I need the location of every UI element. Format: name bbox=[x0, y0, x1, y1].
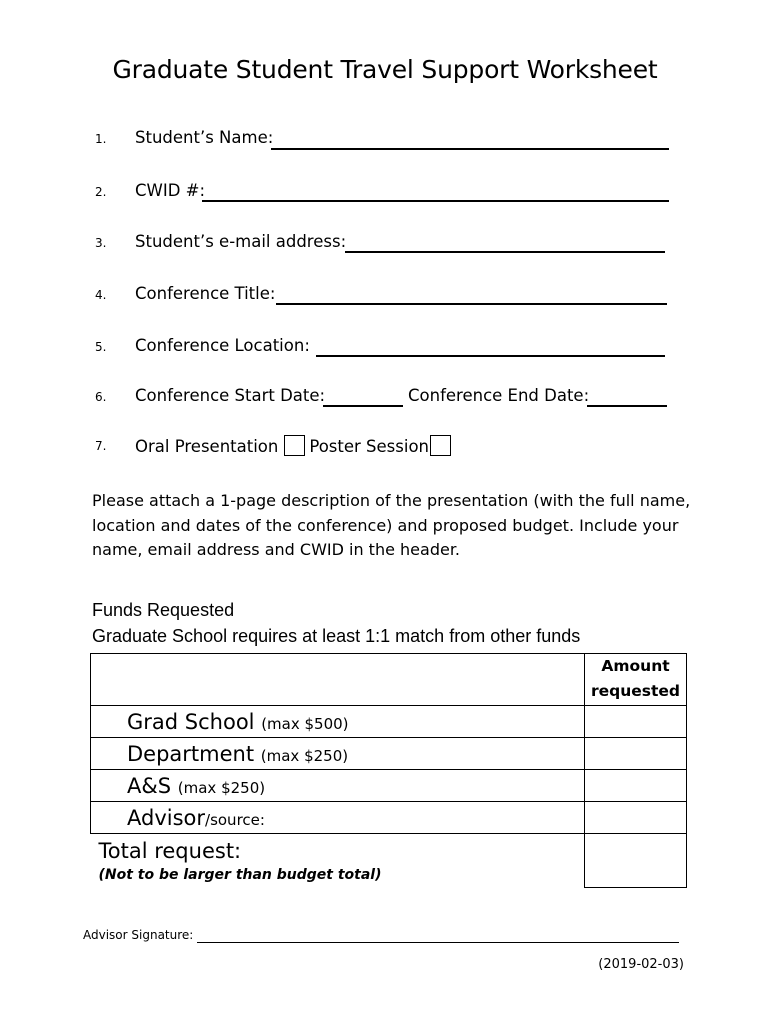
amount-cell-as[interactable] bbox=[585, 770, 687, 802]
conference-title-line[interactable] bbox=[276, 285, 667, 305]
field-label: Student’s Name: bbox=[135, 128, 274, 147]
table-total-row bbox=[91, 834, 687, 888]
row-note: (max $500) bbox=[261, 714, 349, 733]
amount-cell-advisor[interactable] bbox=[585, 802, 687, 834]
field-number: 6. bbox=[95, 390, 107, 404]
row-note: (max $250) bbox=[177, 778, 266, 797]
presentation-type-row bbox=[135, 435, 455, 456]
header-blank-cell bbox=[91, 654, 585, 706]
field-label: CWID #: bbox=[135, 181, 206, 200]
conference-location-line[interactable] bbox=[316, 337, 665, 357]
amount-cell-department[interactable] bbox=[585, 738, 687, 770]
field-number: 4. bbox=[95, 288, 107, 302]
start-date-line[interactable] bbox=[323, 387, 403, 407]
poster-session-label: Poster Session bbox=[309, 437, 430, 456]
field-number: 1. bbox=[95, 132, 107, 146]
row-label-as bbox=[91, 770, 585, 802]
amount-cell-grad-school[interactable] bbox=[585, 706, 687, 738]
table-row bbox=[91, 770, 687, 802]
total-note: (Not to be larger than budget total) bbox=[98, 866, 382, 883]
amount-header: Amount requested bbox=[585, 654, 687, 706]
field-number: 3. bbox=[95, 236, 107, 250]
field-label: Conference Title: bbox=[135, 284, 276, 303]
end-date-line[interactable] bbox=[587, 387, 667, 407]
field-number: 2. bbox=[95, 185, 107, 199]
table-header-row bbox=[91, 654, 687, 706]
oral-presentation-checkbox[interactable] bbox=[284, 435, 305, 456]
row-name: Advisor bbox=[127, 805, 206, 830]
amount-cell-total[interactable] bbox=[585, 834, 687, 888]
version-date: (2019-02-03) bbox=[598, 957, 684, 972]
field-number: 5. bbox=[95, 340, 107, 354]
field-label-end-date: Conference End Date: bbox=[408, 386, 590, 405]
row-name: A&S bbox=[127, 773, 172, 798]
advisor-signature-label: Advisor Signature: bbox=[83, 928, 194, 942]
field-label: Conference Start Date: bbox=[135, 386, 326, 405]
row-label-advisor bbox=[91, 802, 585, 834]
row-name: Department bbox=[127, 741, 255, 766]
poster-session-checkbox[interactable] bbox=[430, 435, 451, 456]
table-row bbox=[91, 802, 687, 834]
table-row bbox=[91, 738, 687, 770]
field-label: Student’s e-mail address: bbox=[135, 232, 347, 251]
funds-subheading: Graduate School requires at least 1:1 match from other funds bbox=[92, 626, 581, 646]
advisor-signature-line[interactable] bbox=[197, 930, 679, 943]
total-label-cell bbox=[91, 834, 585, 888]
instructions-text: Please attach a 1-page description of the presentation (with the full name, location and dates of the conference) and proposed budget. Include your name, email address and CWID in the header. bbox=[92, 491, 691, 559]
field-number: 7. bbox=[95, 439, 107, 453]
row-name: Grad School bbox=[127, 709, 255, 734]
total-label: Total request: bbox=[98, 838, 242, 863]
funds-heading: Funds Requested bbox=[92, 600, 235, 620]
row-label-grad-school bbox=[91, 706, 585, 738]
row-note: (max $250) bbox=[260, 746, 349, 765]
oral-presentation-label: Oral Presentation bbox=[135, 437, 279, 456]
row-label-department bbox=[91, 738, 585, 770]
field-label: Conference Location: bbox=[135, 336, 310, 355]
row-note: /source: bbox=[205, 810, 265, 829]
funds-table bbox=[90, 653, 687, 888]
cwid-line[interactable] bbox=[202, 182, 669, 202]
page-title: Graduate Student Travel Support Worksheet bbox=[112, 55, 658, 84]
table-row bbox=[91, 706, 687, 738]
student-name-line[interactable] bbox=[271, 130, 669, 150]
email-line[interactable] bbox=[345, 233, 665, 253]
